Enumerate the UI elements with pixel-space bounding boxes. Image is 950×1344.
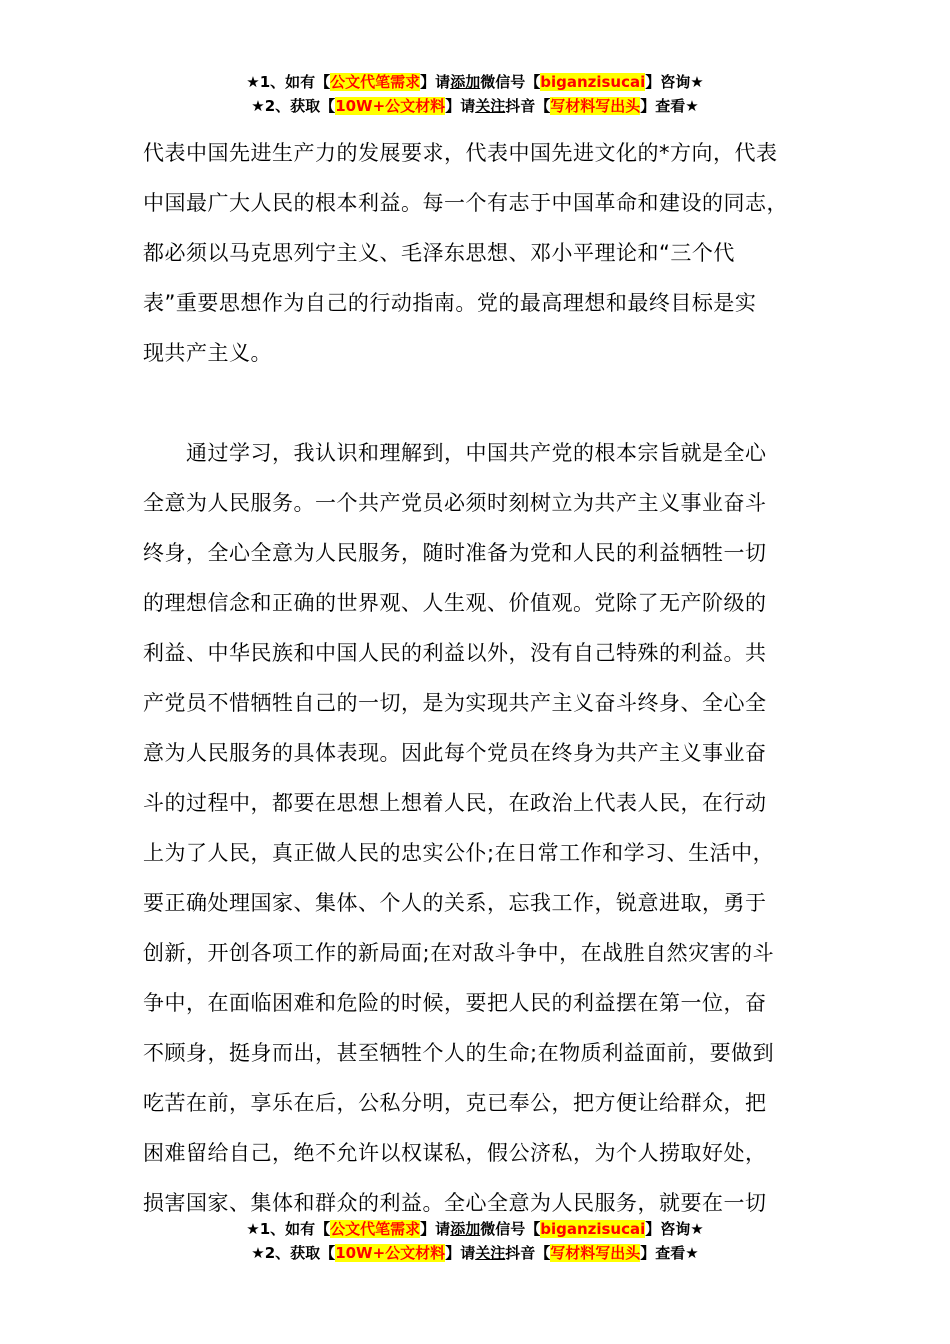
banner-text: ★1、如有【 [246,73,331,91]
banner-line-2 [0,94,950,118]
banner-text: 】咨询★ [645,1220,704,1238]
banner-line-1 [0,1217,950,1241]
banner-highlight: biganzisucai [540,1220,646,1238]
banner-underline: 关注 [475,1244,506,1262]
text-line: 损害国家、集体和群众的利益。全心全意为人民服务，就要在一切 [143,1191,767,1215]
banner-highlight: 写材料写出头 [550,97,641,115]
banner-text: 微信号【 [480,1220,541,1238]
banner-underline: 添加 [450,73,481,91]
banner-text: 】请 [420,73,451,91]
text-line: 困难留给自己，绝不允许以权谋私，假公济私，为个人捞取好处， [143,1141,767,1165]
banner-highlight: biganzisucai [540,73,646,91]
text-line: 产党员不惜牺牲自己的一切，是为实现共产主义奋斗终身、全心全 [143,691,767,715]
banner-text: 】请 [445,97,476,115]
banner-highlight: 公文代笔需求 [330,1220,421,1238]
banner-highlight: 公文代笔需求 [330,73,421,91]
banner-text: 】查看★ [640,97,699,115]
text-line: 不顾身，挺身而出，甚至牺牲个人的生命;在物质利益面前，要做到 [143,1041,775,1065]
text-line: 利益、中华民族和中国人民的利益以外，没有自己特殊的利益。共 [143,641,767,665]
text-line: 都必须以马克思列宁主义、毛泽东思想、邓小平理论和“三个代 [143,241,735,265]
text-line: 表”重要思想作为自己的行动指南。党的最高理想和最终目标是实 [143,291,757,315]
text-line: 终身，全心全意为人民服务，随时准备为党和人民的利益牺牲一切 [143,541,767,565]
header-banner [0,70,950,118]
banner-text: ★2、获取【 [251,1244,336,1262]
text-line: 意为人民服务的具体表现。因此每个党员在终身为共产主义事业奋 [143,741,767,765]
banner-text: 】请 [445,1244,476,1262]
text-line: 上为了人民，真正做人民的忠实公仆;在日常工作和学习、生活中， [143,841,775,865]
banner-text: ★2、获取【 [251,97,336,115]
banner-highlight: 10W+公文材料 [335,97,446,115]
footer-banner [0,1217,950,1265]
text-line: 斗的过程中，都要在思想上想着人民，在政治上代表人民，在行动 [143,791,767,815]
text-line: 代表中国先进生产力的发展要求，代表中国先进文化的*方向，代表 [143,141,778,165]
text-line: 争中，在面临困难和危险的时候，要把人民的利益摆在第一位，奋 [143,991,767,1015]
banner-text: ★1、如有【 [246,1220,331,1238]
banner-highlight: 写材料写出头 [550,1244,641,1262]
text-line: 的理想信念和正确的世界观、人生观、价值观。党除了无产阶级的 [143,591,767,615]
banner-text: 微信号【 [480,73,541,91]
banner-highlight: 10W+公文材料 [335,1244,446,1262]
banner-underline: 关注 [475,97,506,115]
banner-text: 抖音【 [505,97,551,115]
text-line: 全意为人民服务。一个共产党员必须时刻树立为共产主义事业奋斗 [143,491,767,515]
document-body [143,128,833,1228]
text-line: 通过学习，我认识和理解到，中国共产党的根本宗旨就是全心 [143,441,767,465]
text-line: 吃苦在前，享乐在后，公私分明，克已奉公，把方便让给群众，把 [143,1091,767,1115]
banner-underline: 添加 [450,1220,481,1238]
banner-text: 】咨询★ [645,73,704,91]
paragraph-gap [143,378,833,428]
text-line: 现共产主义。 [143,341,272,365]
paragraph-2 [143,428,833,1228]
banner-text: 抖音【 [505,1244,551,1262]
text-line: 要正确处理国家、集体、个人的关系，忘我工作，锐意进取，勇于 [143,891,767,915]
paragraph-1 [143,128,833,378]
banner-line-2 [0,1241,950,1265]
banner-text: 】查看★ [640,1244,699,1262]
banner-text: 】请 [420,1220,451,1238]
text-line: 中国最广大人民的根本利益。每一个有志于中国革命和建设的同志， [143,191,788,215]
text-line: 创新，开创各项工作的新局面;在对敌斗争中，在战胜自然灾害的斗 [143,941,775,965]
banner-line-1 [0,70,950,94]
